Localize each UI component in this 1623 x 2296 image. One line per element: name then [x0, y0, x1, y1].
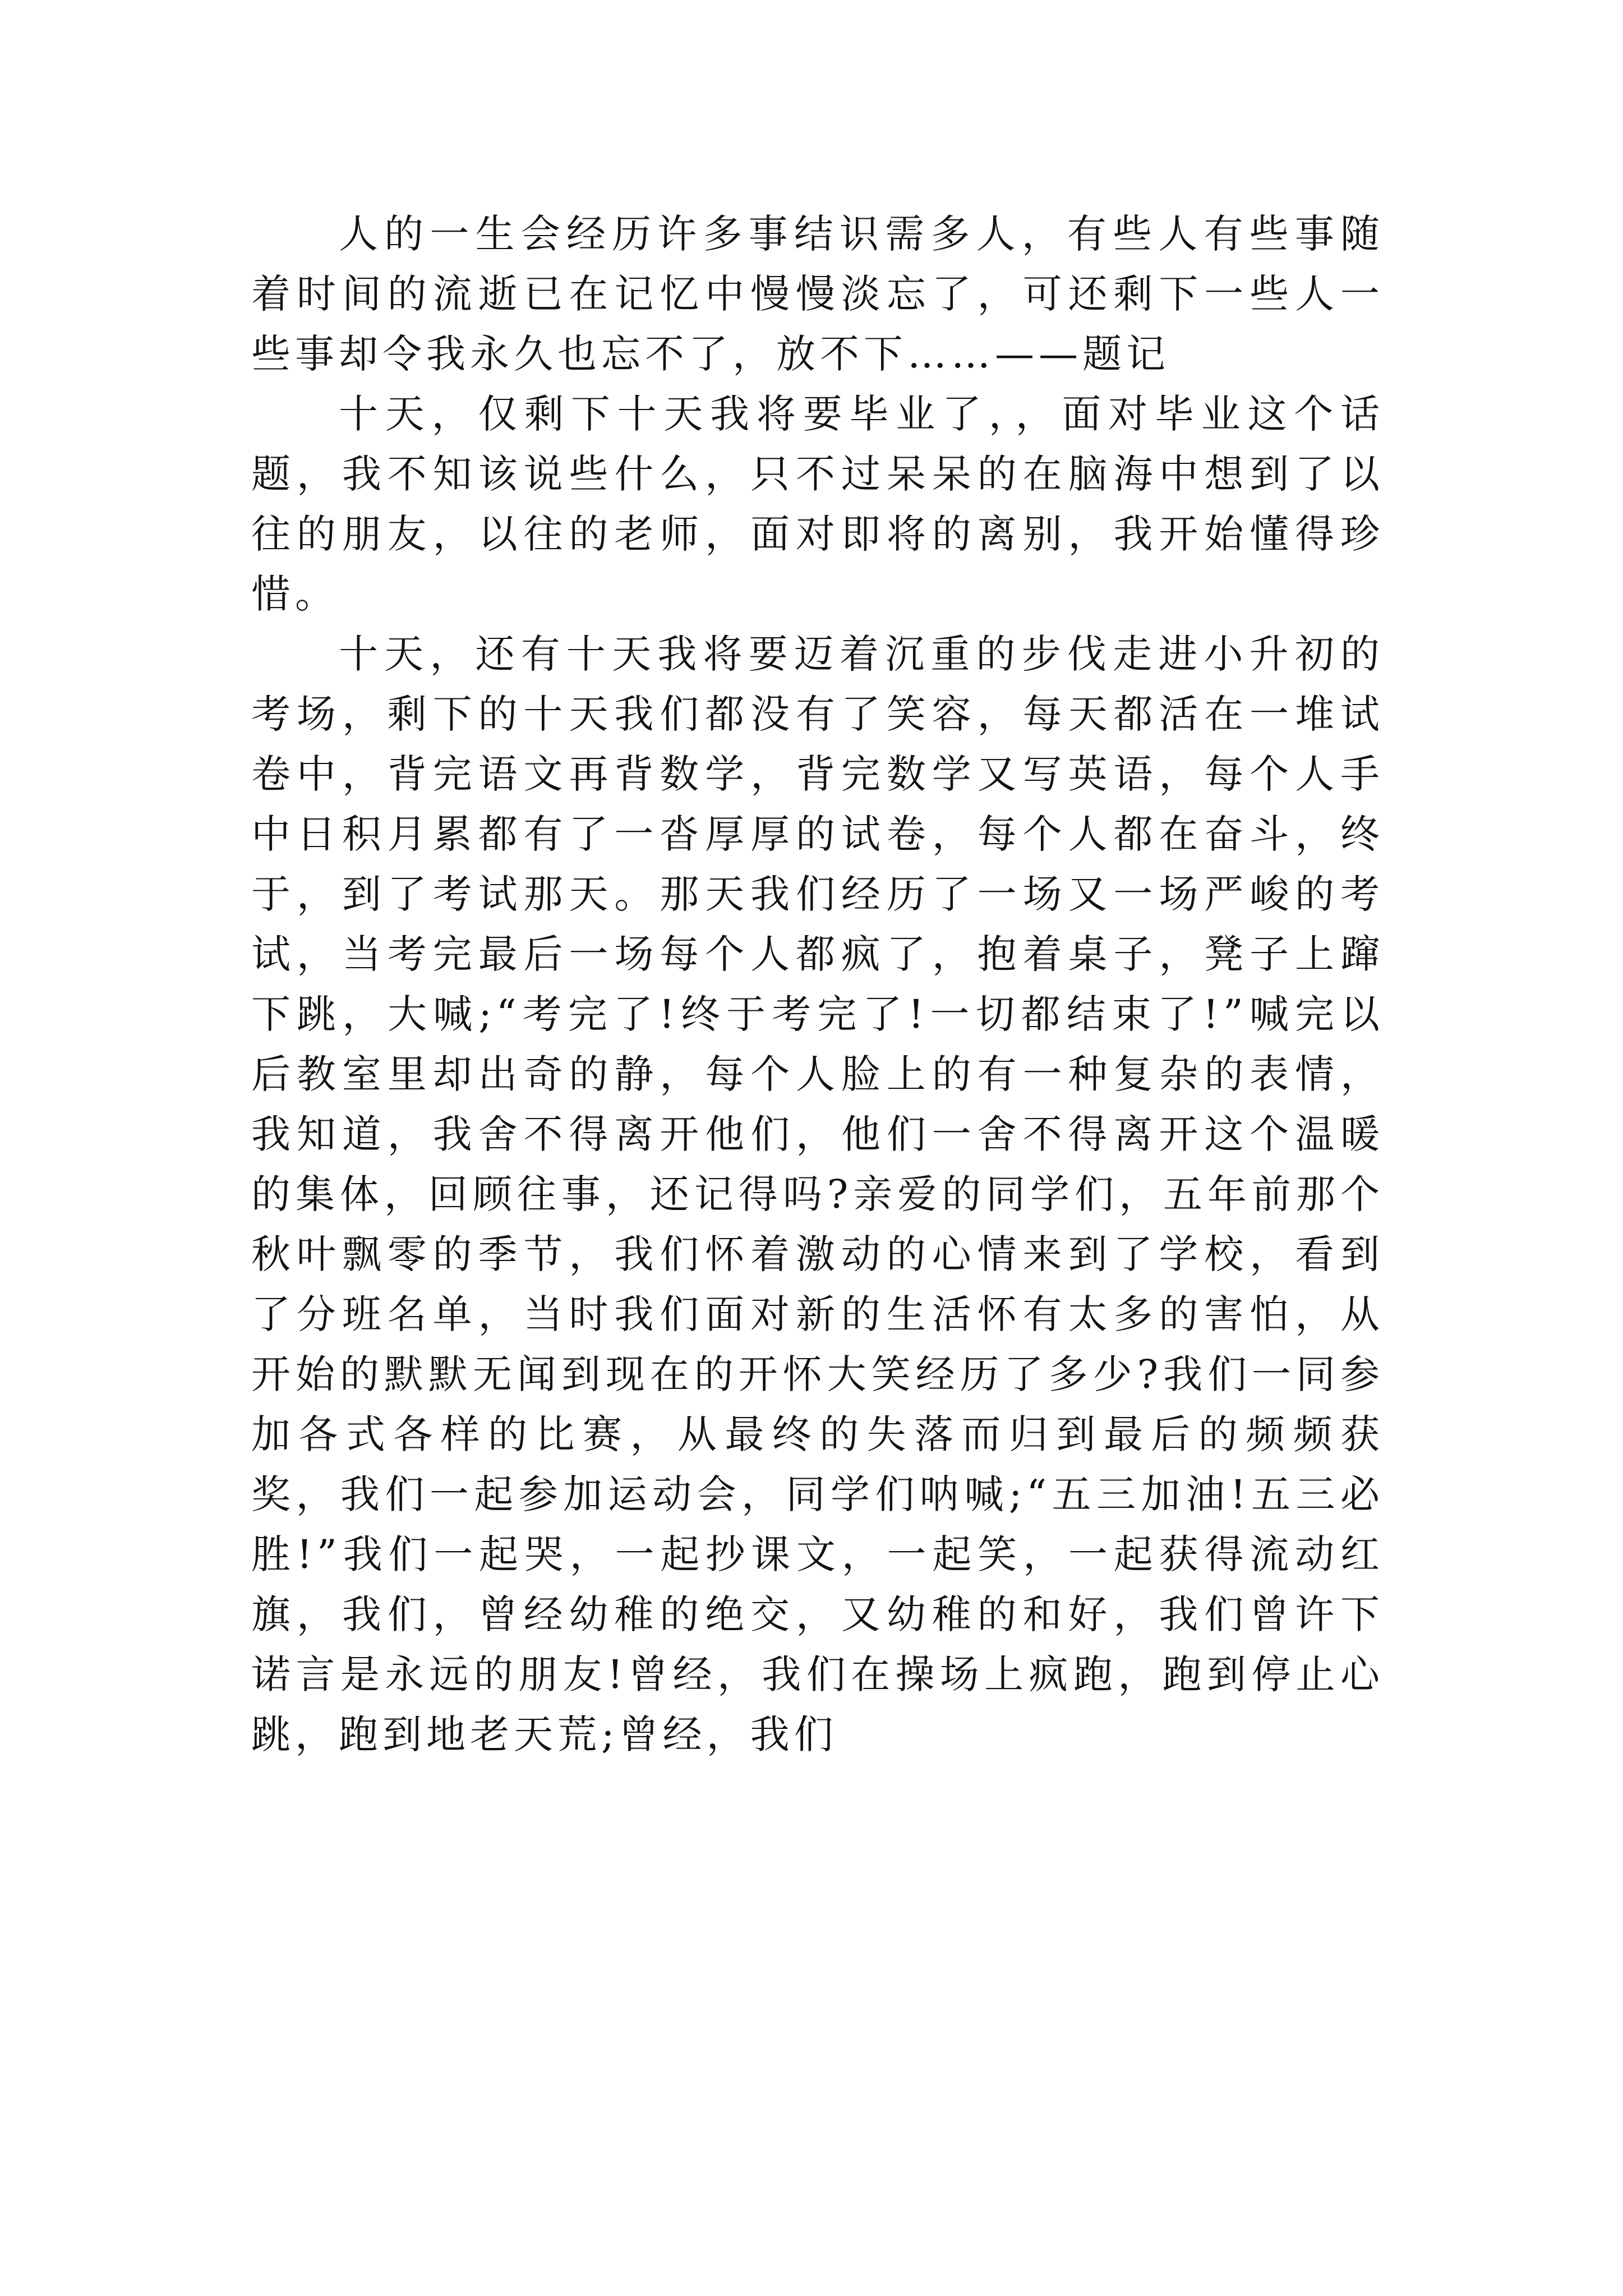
paragraph-epigraph: 人的一生会经历许多事结识需多人，有些人有些事随着时间的流逝已在记忆中慢慢淡忘了，可还剩下一些人一些事却令我永久也忘不了，放不下……——题记 [251, 211, 1384, 377]
essay-body [251, 204, 1384, 1765]
paragraph-ten-days-graduation: 十天，仅剩下十天我将要毕业了，，面对毕业这个话题，我不知该说些什么，只不过呆呆的在脑海中想到了以往的朋友，以往的老师，面对即将的离别，我开始懂得珍惜。 [251, 391, 1384, 617]
paragraph-ten-days-exam: 十天，还有十天我将要迈着沉重的步伐走进小升初的考场，剩下的十天我们都没有了笑容，每天都活在一堆试卷中，背完语文再背数学，背完数学又写英语，每个人手中日积月累都有了一沓厚厚的试卷，每个人都在奋斗，终于，到了考试那天。那天我们经历了一场又一场严峻的考试，当考完最后一场每个人都疯了，抱着桌子，凳子上蹿下跳，大喊;“考完了!终于考完了!一切都结束了!”喊完以后教室里却出奇的静，每个人脸上的有一种复杂的表情，我知道，我舍不得离开他们，他们一舍不得离开这个温暖的集体，回顾往事，还记得吗?亲爱的同学们，五年前那个秋叶飘零的季节，我们怀着激动的心情来到了学校，看到了分班名单，当时我们面对新的生活怀有太多的害怕，从开始的默默无闻到现在的开怀大笑经历了多少?我们一同参加各式各样的比赛，从最终的失落而归到最后的频频获奖，我们一起参加运动会，同学们呐喊;“五三加油!五三必胜!”我们一起哭，一起抄课文，一起笑，一起获得流动红旗，我们，曾经幼稚的绝交，又幼稚的和好，我们曾许下诺言是永远的朋友!曾经，我们在操场上疯跑，跑到停止心跳，跑到地老天荒;曾经，我们 [251, 631, 1384, 1757]
